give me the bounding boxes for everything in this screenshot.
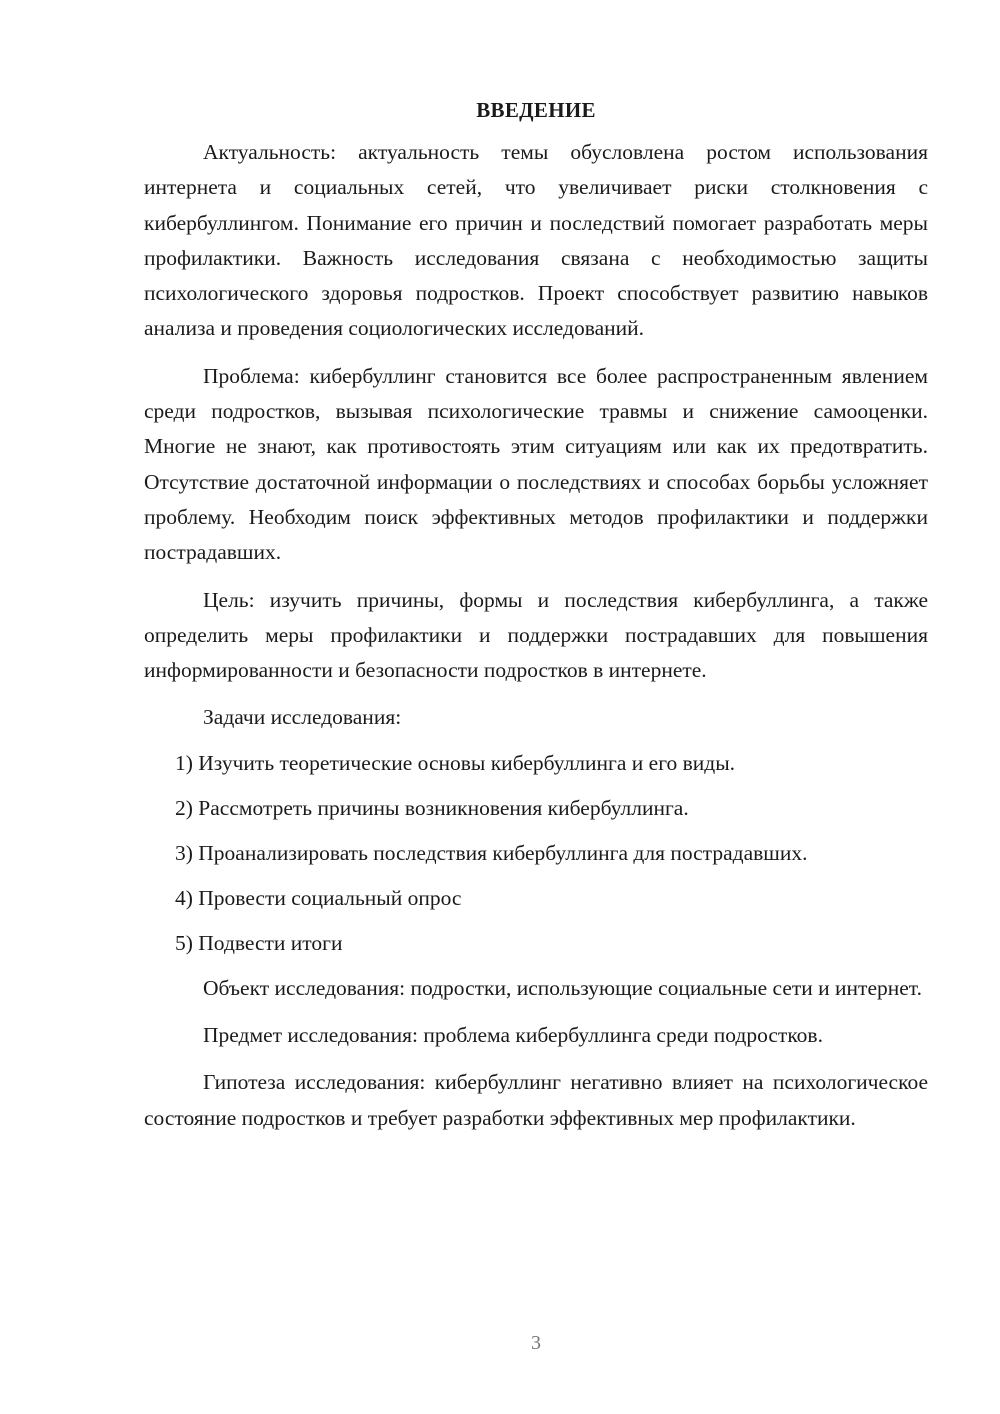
paragraph-hypothesis: Гипотеза исследования: кибербуллинг негативно влияет на психологическое состояние подростков и требует разработки эффективных мер профилактики. — [144, 1070, 928, 1130]
list-item: 5) Подвести итоги — [175, 930, 343, 955]
document-page — [144, 95, 928, 1136]
paragraph-problem: Проблема: кибербуллинг становится все более распространенным явлением среди подростков, вызывая психологические травмы и снижение самооценки. Многие не знают, как противостоять этим ситуациям или как их предотвратить. Отсутствие достаточной информации о последствиях и способах борьбы усложняет проблему. Необходим поиск эффективных методов профилактики и поддержки пострадавших. — [144, 363, 928, 565]
paragraph-goal: Цель: изучить причины, формы и последствия кибербуллинга, а также определить меры профилактики и поддержки пострадавших для повышения информированности и безопасности подростков в интернете. — [144, 587, 928, 683]
page-number: 3 — [531, 1332, 541, 1354]
tasks-list — [144, 746, 928, 961]
list-item: 1) Изучить теоретические основы кибербуллинга и его виды. — [175, 750, 736, 775]
list-item: 2) Рассмотреть причины возникновения кибербуллинга. — [175, 795, 689, 820]
list-item: 4) Провести социальный опрос — [175, 885, 462, 910]
paragraph-relevance: Актуальность: актуальность темы обусловлена ростом использования интернета и социальных сетей, что увеличивает риски столкновения с кибербуллингом. Понимание его причин и последствий помогает разработать меры профилактики. Важность исследования связана с необходимостью защиты психологического здоровья подростков. Проект способствует развитию навыков анализа и проведения социологических исследований. — [144, 140, 928, 341]
list-item: 3) Проанализировать последствия кибербуллинга для пострадавших. — [175, 840, 808, 865]
paragraph-subject: Предмет исследования: проблема кибербуллинга среди подростков. — [203, 1023, 823, 1048]
page-title: ВВЕДЕНИЕ — [476, 98, 596, 122]
paragraph-object: Объект исследования: подростки, использующие социальные сети и интернет. — [203, 975, 922, 1000]
tasks-heading: Задачи исследования: — [203, 705, 402, 730]
